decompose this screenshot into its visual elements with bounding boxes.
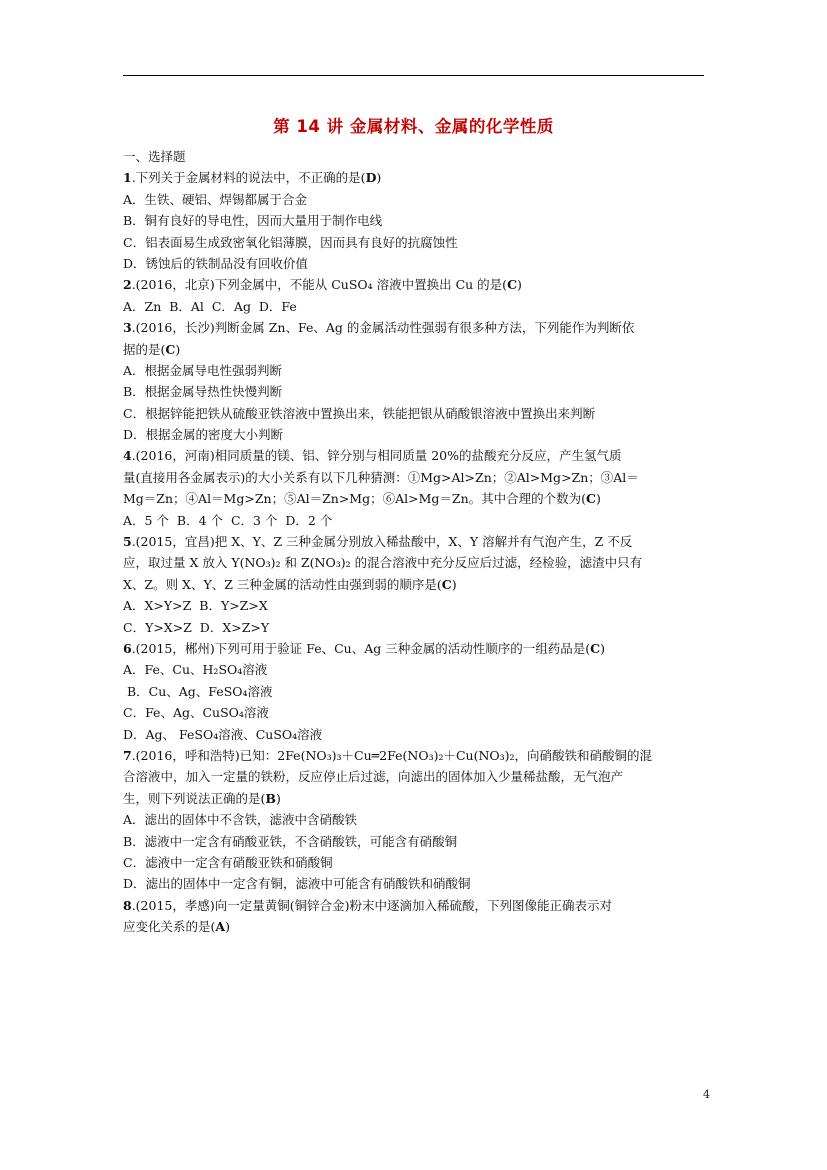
question-text: .(2016，呼和浩特)已知：2Fe(NO₃)₃＋Cu═2Fe(NO₃)₂＋Cu(NO₃)₂，向硝酸铁和硝酸铜的混 bbox=[131, 747, 653, 763]
question-text-end: ) bbox=[595, 491, 601, 507]
question-2-stem bbox=[123, 274, 704, 295]
question-text: 生，则下列说法正确的是( bbox=[123, 790, 266, 806]
question-4-stem-cont bbox=[123, 488, 704, 509]
question-number: 2 bbox=[123, 277, 132, 293]
question-text: 应变化关系的是( bbox=[123, 919, 216, 935]
section-heading: 一、选择题 bbox=[123, 149, 186, 164]
question-4-stem bbox=[123, 445, 704, 466]
option: A．生铁、硬铝、焊锡都属于合金 bbox=[123, 191, 308, 207]
question-number: 7 bbox=[123, 747, 132, 763]
question-5-stem-cont: 应，取过量 X 放入 Y(NO₃)₂ 和 Z(NO₃)₂ 的混合溶液中充分反应后过滤，经检验，滤渣中只有 bbox=[123, 555, 643, 571]
option: C．根据锌能把铁从硫酸亚铁溶液中置换出来，铁能把银从硝酸银溶液中置换出来判断 bbox=[123, 405, 596, 421]
question-1-stem bbox=[123, 167, 704, 188]
question-number: 8 bbox=[123, 897, 132, 913]
option: A．Fe、Cu、H₂SO₄溶液 bbox=[123, 662, 268, 678]
option: D．锈蚀后的铁制品没有回收价值 bbox=[123, 255, 309, 271]
answer: C bbox=[590, 640, 601, 656]
question-4-stem-cont: 量(直接用各金属表示)的大小关系有以下几种猜测：①Mg>Al>Zn；②Al>Mg>Zn；③Al＝ bbox=[123, 469, 639, 485]
option: D．根据金属的密度大小判断 bbox=[123, 427, 284, 443]
answer: C bbox=[441, 576, 452, 592]
option: D．Ag、 FeSO₄溶液、CuSO₄溶液 bbox=[123, 726, 323, 742]
question-text: .(2015，孝感)向一定量黄铜(铜锌合金)粉末中逐滴加入稀硫酸，下列图像能正确表示对 bbox=[131, 897, 612, 913]
answer: B bbox=[265, 790, 276, 806]
question-7-stem-cont bbox=[123, 788, 704, 809]
option: A．Zn B．Al C．Ag D．Fe bbox=[123, 298, 297, 314]
question-text-end: ) bbox=[175, 341, 181, 357]
answer: D bbox=[365, 170, 377, 186]
question-number: 3 bbox=[123, 320, 132, 336]
question-number: 5 bbox=[123, 534, 132, 550]
answer: C bbox=[586, 491, 596, 507]
question-list bbox=[123, 146, 704, 937]
option: A．滤出的固体中不含铁，滤液中含硝酸铁 bbox=[123, 812, 358, 828]
page-number: 4 bbox=[703, 1088, 710, 1101]
option: C．Y>X>Z D．X>Z>Y bbox=[123, 619, 270, 635]
question-8-stem bbox=[123, 895, 704, 916]
option: C．Fe、Ag、CuSO₄溶液 bbox=[123, 705, 269, 721]
question-text-end: ) bbox=[451, 576, 457, 592]
question-number: 1 bbox=[123, 170, 132, 186]
question-text: 据的是( bbox=[123, 341, 166, 357]
answer: A bbox=[215, 919, 226, 935]
option: D．滤出的固体中一定含有铜，滤液中可能含有硝酸铁和硝酸铜 bbox=[123, 876, 471, 892]
question-text-end: ) bbox=[225, 919, 230, 935]
question-3-stem bbox=[123, 317, 704, 338]
question-text: Mg＝Zn；④Al＝Mg>Zn；⑤Al＝Zn>Mg；⑥Al>Mg＝Zn。其中合理的个数为( bbox=[123, 491, 587, 507]
option: A．5 个 B．4 个 C．3 个 D．2 个 bbox=[123, 512, 333, 528]
question-text-end: ) bbox=[517, 277, 522, 293]
question-text: .(2015，郴州)下列可用于验证 Fe、Cu、Ag 三种金属的活动性顺序的一组药品是( bbox=[131, 640, 591, 656]
answer: C bbox=[507, 277, 518, 293]
option: C．铝表面易生成致密氧化铝薄膜，因而具有良好的抗腐蚀性 bbox=[123, 234, 458, 250]
question-text: .(2016，河南)相同质量的镁、铝、锌分别与相同质量 20%的盐酸充分反应，产生氢气质 bbox=[131, 448, 622, 464]
option: B．根据金属导热性快慢判断 bbox=[123, 384, 283, 400]
document-title: 第 14 讲 金属材料、金属的化学性质 bbox=[273, 117, 554, 136]
question-3-stem-cont bbox=[123, 339, 704, 360]
question-text-end: ) bbox=[376, 170, 382, 186]
option: B．铜有良好的导电性，因而大量用于制作电线 bbox=[123, 213, 383, 229]
question-number: 4 bbox=[123, 448, 132, 464]
question-text-end: ) bbox=[275, 790, 281, 806]
option: A．根据金属导电性强弱判断 bbox=[123, 362, 283, 378]
question-text: .下列关于金属材料的说法中，不正确的是( bbox=[131, 170, 366, 186]
option: C．滤液中一定含有硝酸亚铁和硝酸铜 bbox=[123, 854, 333, 870]
question-number: 6 bbox=[123, 640, 132, 656]
option: A．X>Y>Z B．Y>Z>X bbox=[123, 598, 268, 614]
question-7-stem-cont: 合溶液中，加入一定量的铁粉，反应停止后过滤，向滤出的固体加入少量稀盐酸，无气泡产 bbox=[123, 769, 624, 785]
question-text: .(2015，宜昌)把 X、Y、Z 三种金属分别放入稀盐酸中，X、Y 溶解并有气泡产生，Z 不反 bbox=[131, 534, 633, 550]
question-text: .(2016，北京)下列金属中，不能从 CuSO₄ 溶液中置换出 Cu 的是( bbox=[131, 277, 508, 293]
header-rule bbox=[123, 75, 704, 76]
question-text: X、Z。则 X、Y、Z 三种金属的活动性由强到弱的顺序是( bbox=[123, 576, 442, 592]
question-8-stem-cont bbox=[123, 916, 704, 937]
question-text-end: ) bbox=[600, 640, 605, 656]
answer: C bbox=[165, 341, 176, 357]
option: B．滤液中一定含有硝酸亚铁，不含硝酸铁，可能含有硝酸铜 bbox=[123, 833, 458, 849]
question-5-stem bbox=[123, 531, 704, 552]
option: B．Cu、Ag、FeSO₄溶液 bbox=[123, 683, 273, 699]
question-text: .(2016，长沙)判断金属 Zn、Fe、Ag 的金属活动性强弱有很多种方法，下列能作为判断依 bbox=[131, 320, 635, 336]
question-7-stem bbox=[123, 745, 704, 766]
question-6-stem bbox=[123, 638, 704, 659]
question-5-stem-cont bbox=[123, 574, 704, 595]
